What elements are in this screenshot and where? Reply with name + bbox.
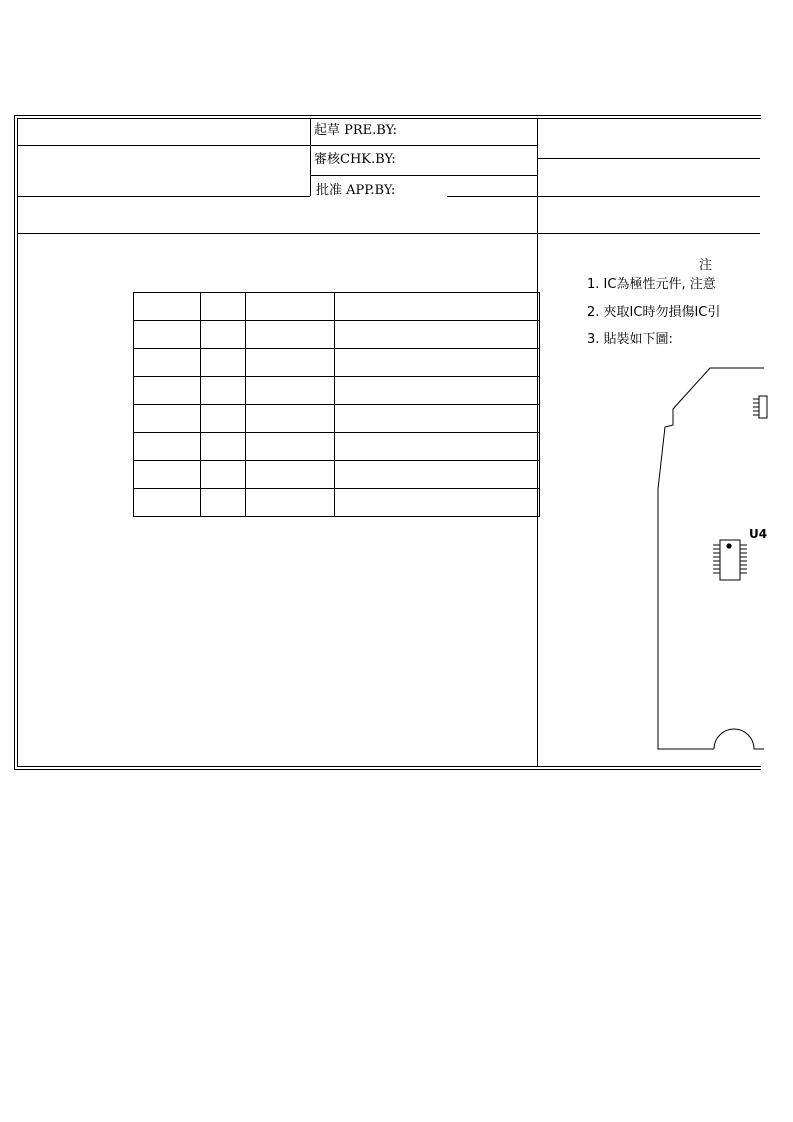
table-cell [134, 489, 201, 517]
table-cell [134, 461, 201, 489]
table-cell [335, 405, 540, 433]
table-cell [134, 349, 201, 377]
table-cell [201, 321, 246, 349]
line-pre-bottom [310, 145, 537, 146]
parts-table [133, 292, 540, 517]
table-row [134, 377, 540, 405]
table-cell [246, 433, 335, 461]
table-cell [201, 293, 246, 321]
line-chk-bottom [310, 175, 537, 176]
line-right-row1 [537, 158, 760, 159]
table-cell [201, 405, 246, 433]
table-cell [134, 433, 201, 461]
table-row [134, 461, 540, 489]
board-notch [714, 729, 764, 749]
table-cell [201, 461, 246, 489]
approved-by-label: 批准 APP.BY: [316, 183, 396, 198]
prepared-by-label: 起草 PRE.BY: [314, 123, 397, 138]
note-item-1: 1. IC為極性元件, 注意 [587, 277, 716, 292]
ic-label-u4: U4 [749, 527, 768, 541]
line-left-row2 [17, 196, 310, 197]
table-cell [335, 349, 540, 377]
line-right-row2 [537, 196, 760, 197]
table-cell [201, 377, 246, 405]
table-cell [134, 405, 201, 433]
pin1-marker [726, 543, 731, 548]
table-cell [335, 489, 540, 517]
table-row [134, 433, 540, 461]
checked-by-label: 審核CHK.BY: [314, 152, 396, 167]
notes-title: 注 [699, 258, 713, 273]
table-cell [335, 377, 540, 405]
table-row [134, 293, 540, 321]
note-item-3: 3. 貼裝如下圖: [587, 332, 673, 347]
table-cell [201, 489, 246, 517]
note-item-2: 2. 夾取IC時勿損傷IC引 [587, 305, 721, 320]
table-cell [246, 377, 335, 405]
table-cell [201, 433, 246, 461]
table-cell [335, 321, 540, 349]
table-cell [246, 293, 335, 321]
line-app-sign [447, 196, 537, 197]
table-cell [246, 489, 335, 517]
table-cell [246, 405, 335, 433]
table-cell [335, 293, 540, 321]
divider-sig-left [310, 118, 311, 196]
table-cell [201, 349, 246, 377]
table-cell [134, 293, 201, 321]
board-outline-svg [538, 234, 768, 766]
table-cell [246, 321, 335, 349]
table-row [134, 321, 540, 349]
table-row [134, 405, 540, 433]
line-row1 [17, 145, 310, 146]
table-cell [335, 433, 540, 461]
table-cell [134, 377, 201, 405]
table-cell [134, 321, 201, 349]
table-cell [335, 461, 540, 489]
table-row [134, 349, 540, 377]
table-row [134, 489, 540, 517]
board-outline [658, 368, 764, 749]
assembly-drawing [538, 234, 768, 766]
table-cell [246, 349, 335, 377]
table-cell [246, 461, 335, 489]
